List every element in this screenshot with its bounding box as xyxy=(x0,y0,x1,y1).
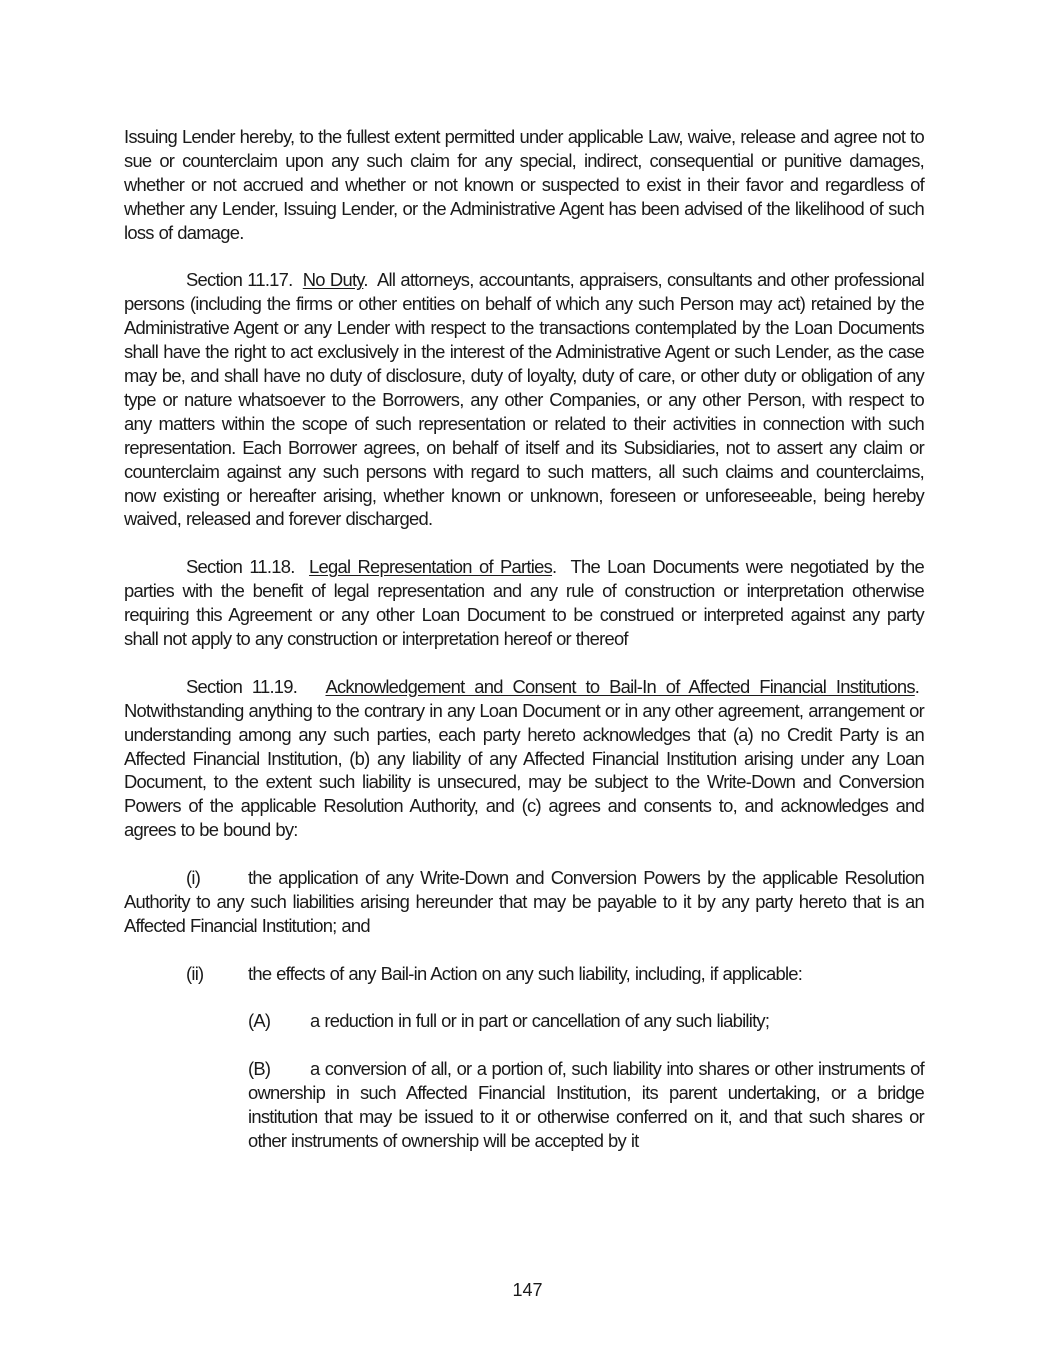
section-11-19: Section 11.19. Acknowledgement and Consent to Bail-In of Affected Financial Institutions. Notwithstanding anything to the contrary in any Loan Document or in any other agreement, arrangement or understanding among any such parties, each party hereto acknowledges that (a) no Credit Party is an Affected Financial Institution, (b) any liability of any Affected Financial Institution arising under any Loan Document, to the extent such liability is unsecured, may be subject to the Write-Down and Conversion Powers of the applicable Resolution Authority, and (c) agrees and consents to, and acknowledges and agrees to be bound by: xyxy=(124,675,925,841)
clause-ii xyxy=(186,962,924,986)
clause-label: (A) xyxy=(248,1010,271,1032)
section-11-17: Section 11.17. No Duty. All attorneys, accountants, appraisers, consultants and other professional persons (including the firms or other entities on behalf of which any such Person may act) retained by the Administrative Agent or any Lender with respect to the transactions contemplated by the Loan Documents shall have the right to act exclusively in the interest of the Administrative Agent or such Lender, as the case may be, and shall have no duty of disclosure, duty of loyalty, duty of care, or other duty or obligation of any type or nature whatsoever to the Borrowers, any other Companies, or any other Person, with respect to any matters within the scope of such representation or related to their activities in connection with such representation. Each Borrower agrees, on behalf of itself and its Subsidiaries, not to assert any claim or counterclaim against any such persons with regard to such matters, all such claims and counterclaims, now existing or hereafter arising, whether known or unknown, foreseen or unforeseeable, being hereby waived, released and forever discharged. xyxy=(124,269,924,530)
clause-A xyxy=(248,1009,924,1033)
section-body: Notwithstanding anything to the contrary in any Loan Document or in any other agreement, arrangement or understanding among any such parties, each party hereto acknowledges that (a) no Credit Party is an Affected Financial Institution, (b) any liability of any Affected Financial Institution arising under any Loan Document, to the extent such liability is unsecured, may be subject to the Write-Down and Conversion Powers of the applicable Resolution Authority, and (c) agrees and consents to, and acknowledges and agrees to be bound by: xyxy=(124,699,924,841)
clause-text: the effects of any Bail-in Action on any such liability, including, if applicable: xyxy=(248,962,803,984)
section-number: Section 11.18. xyxy=(186,556,295,578)
clause-label: (B) xyxy=(248,1058,271,1080)
section-title: No Duty xyxy=(302,269,364,291)
section-body: The Loan Documents were negotiated by the parties with the benefit of legal representation and any rule of construction or interpretation otherwise requiring this Agreement or any other Loan Document to be construed or interpreted against any party shall not apply to any construction or interpretation hereof or thereof xyxy=(124,556,924,649)
document-page xyxy=(124,125,924,1177)
continuation-paragraph: Issuing Lender hereby, to the fullest extent permitted under applicable Law, waive, release and agree not to sue or counterclaim upon any such claim for any special, indirect, consequential or punitive damages, whether or not accrued and whether or not known or suspected to exist in their favor and regardless of whether any Lender, Issuing Lender, or the Administrative Agent has been advised of the likelihood of such loss of damage. xyxy=(124,126,924,243)
section-title: Legal Representation of Parties xyxy=(309,556,553,578)
clause-text: a reduction in full or in part or cancellation of any such liability; xyxy=(310,1010,770,1032)
section-title: Acknowledgement and Consent to Bail-In of Affected Financial Institutions xyxy=(325,675,915,697)
clause-text: a conversion of all, or a portion of, such liability into shares or other instruments of ownership in such Affected Financial Institution, its parent undertaking, or a bridge institution that may be issued to it or otherwise conferred on it, and that such shares or other instruments of ownership will be accepted by it xyxy=(248,1058,924,1151)
clause-B xyxy=(248,1057,924,1153)
section-number: Section 11.17. xyxy=(186,269,293,291)
clause-i xyxy=(124,866,924,938)
clause-text: the application of any Write-Down and Conversion Powers by the applicable Resolution Authority to any such liabilities arising hereunder that may be payable to it by any party hereto that is an Affected Financial Institution; and xyxy=(124,867,924,936)
page-number: 147 xyxy=(512,1280,543,1300)
clause-label: (ii) xyxy=(186,962,204,984)
section-body: All attorneys, accountants, appraisers, consultants and other professional persons (including the firms or other entities on behalf of which any such Person may act) retained by the Administrative Agent or any Lender with respect to the transactions contemplated by the Loan Documents shall have the right to act exclusively in the interest of the Administrative Agent or such Lender, as the case may be, and shall have no duty of disclosure, duty of loyalty, duty of care, or other duty or obligation of any type or nature whatsoever to the Borrowers, any other Companies, or any other Person, with respect to any matters within the scope of such representation or related to their activities in connection with such representation. Each Borrower agrees, on behalf of itself and its Subsidiaries, not to assert any claim or counterclaim against any such persons with regard to such matters, all such claims and counterclaims, now existing or hereafter arising, whether known or unknown, foreseen or unforeseeable, being hereby waived, released and forever discharged. xyxy=(124,269,924,530)
clause-label: (i) xyxy=(186,867,201,889)
section-11-18: Section 11.18. Legal Representation of Parties. The Loan Documents were negotiated by the parties with the benefit of legal representation and any rule of construction or interpretation otherwise requiring this Agreement or any other Loan Document to be construed or interpreted against any party shall not apply to any construction or interpretation hereof or thereof xyxy=(124,556,924,649)
section-number: Section 11.19. xyxy=(186,675,298,697)
